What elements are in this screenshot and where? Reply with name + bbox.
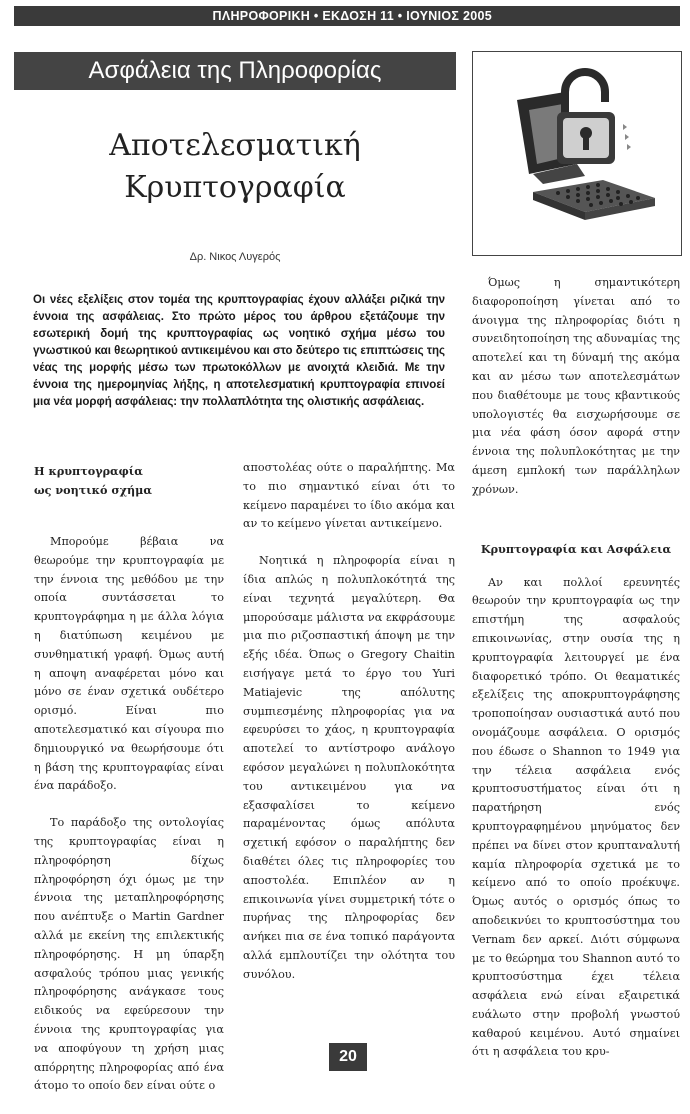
article-abstract: Οι νέες εξελίξεις στον τομέα της κρυπτογραφίας έχουν αλλάξει ριζικά την έννοια της ασφάλειας. Στο πρώτο μέρος του άρθρου εξετάζουμε την εσωτερική δομή της κρυπτογραφίας ως νοητικό σχήμα μέσω του γνωστικού και θεωρητικού αντικειμένου και στο δεύτερο τις επιπτώσεις της νέας της μορφής μέσω των πρωτοκόλλων με ανοιχτά κλειδιά. Με την έννοια της ημερομηνίας λήξης, η αποτελεσματική κρυπτογραφία επινοεί μια νέα μορφή ασφάλειας: την πολλαπλότητα της ολιστικής ασφάλειας. <box>33 294 445 408</box>
subhead-line1: Η κρυπτογραφία <box>34 464 143 478</box>
paragraph: Όμως η σημαντικότερη διαφοροποίηση γίνεται από το άνοιγμα της πληροφορίας διότι η συνειδητοποίηση της αδυναμίας της αποτελεί και τη δύναμή της ακόμα και αν μέσω των αποτελεσμάτων που διαθέτουμε με τους κβαντικούς υπολογιστές θα εισχωρήσουμε σε μια νέα φάση όσον αφορά στην έννοια της πολυπλοκότητας με την άμεση εμπλοκή των παράλληλων χρόνων. <box>472 276 680 496</box>
article-author: Δρ. Νικος Λυγερός <box>189 251 281 263</box>
subhead-line2: ως νοητικό σχήμα <box>34 483 152 497</box>
subhead-cryptography-and-security: Κρυπτογραφία και Ασφάλεια <box>480 541 672 556</box>
column-1 <box>34 462 224 1114</box>
article-title-line2: Κρυπτογραφία <box>124 170 346 205</box>
paragraph: Το παράδοξο της οντολογίας της κρυπτογραφίας είναι η πληροφόρηση δίχως πληροφόρηση όχι όμως με την έννοια της μεταπληροφόρησης που ανέπτυξε ο Martin Gardner αλλά με εκείνη της επιλεκτικής πληροφόρησης. Η μη ύπαρξη ασφαλούς τρόπου μιας γενικής πληροφόρησης ανάγκασε τους ειδικούς να εφεύρεσουν την έννοια της κρυπτογραφίας για να αποφύγουν τη χρήση μιας απόρρητης πληροφορίας από ένα άτομο το οποίο δεν είναι ούτε ο <box>34 816 224 1093</box>
illustration-frame <box>472 51 682 256</box>
article-title-line1: Αποτελεσματική <box>109 128 361 163</box>
article-title <box>14 125 456 209</box>
paragraph: Μπορούμε βέβαια να θεωρούμε την κρυπτογραφία με την έννοια της μεθόδου με την οποία συντάσσεται το κρυπτογράφημα η με άλλα λόγια η διατύπωση κειμένου με συνθηματική γραφή. Όμως αυτή η αποψη αναφέρεται μόνο και μόνο σε έναν σχετικά ουδέτερο ορισμό. Είναι πιο αποτελεσματικό και σίγουρα πιο δημιουργικό να θεωρήσουμε ότι η βάση της κρυπτογραφίας είναι ένα παράδοξο. <box>34 535 224 793</box>
paragraph: αποστολέας ούτε ο παραλήπτης. Μα το πιο σημαντικό είναι ότι το κείμενο παραμένει το ίδιο ακόμα και αν το κείμενο γίνεται αντικείμενο. <box>243 461 455 531</box>
section-title: Ασφάλεια της Πληροφορίας <box>14 52 456 90</box>
paragraph: Νοητικά η πληροφορία είναι η ίδια απλώς η πολυπλοκότητά της είναι τεχνητά μεγαλύτερη. Θα μπορούσαμε μάλιστα να εκφράσουμε μια πιο ριζοσπαστική άποψη με την εξής ιδέα. Όπως ο Gregory Chaitin εισήγαγε μετά το έργο του Yuri Matiajevic της απόλυτης συμπιεσμένης πληροφορίας για να εφευρύσει το χάος, η κρυπτογραφία αποτελεί το αντίστροφο ανάλογο εφόσον μεγαλώνει η πολυπλοκότητα του αντικειμένου για να εξασφαλίσει το κείμενο παραμένοντας όμως απόλυτα σχετική εφόσον ο παραλήπτης δεν διαθέτει όλες τις πληροφορίες του αποστολέα. Επιπλέον αν η επικοινωνία γίνει συμμετρική τότε ο πυρήνας της πληροφορίας δεν ανήκει πια σε ένα τοπικό παράγοντα αλλά εμπλουτίζει την ολότητα του συνόλου. <box>243 554 455 981</box>
page-number: 20 <box>329 1043 367 1071</box>
subhead-cryptography-mental-schema <box>34 462 224 500</box>
paragraph: Αν και πολλοί ερευνητές θεωρούν την κρυπτογραφία ως την επιστήμη της ασφαλούς επικοινωνίας, στην ουσία της η κρυπτογραφία λειτουργεί με ένα διαφορετικό τρόπο. Οι θεαματικές εξελίξεις της αποκρυπτογράφησης τροποποίησαν ουσιαστικά αυτό που ονομάζουμε ασφάλεια. Ο ορισμός που έδωσε ο Shannon το 1949 για την τέλεια ασφάλεια ενός κρυπτοσυστήματος είναι ότι η παρατήρηση ενός κρυπτογραφημένου μηνύματος δεν πρέπει να δίνει στον κρυπταναλυτή καμία πληροφορία σχετικά με το κείμενο από το οποίο προέκυψε. Όμως αυτός ο ορισμός όπως το αποδεικνύει το κρυπτοσύστημα του Vernam δεν αρκεί. Διότι σύμφωνα με το θεώρημα του Shannon αυτό το κρυπτοσύστημα έχει τέλεια ασφάλεια ενώ είναι εξαιρετικά ευάλωτο στην προβολή γνωστού καθαρού κειμένου. Αυτό σημαίνει ότι η ασφάλεια του κρυ- <box>472 575 680 1059</box>
column-2 <box>243 459 455 1003</box>
padlock-computer-icon <box>473 52 681 255</box>
column-3 <box>472 274 680 1080</box>
running-header: ΠΛΗΡΟΦΟΡΙΚΗ • ΕΚΔΟΣΗ 11 • ΙΟΥΝΙΟΣ 2005 <box>14 6 680 26</box>
